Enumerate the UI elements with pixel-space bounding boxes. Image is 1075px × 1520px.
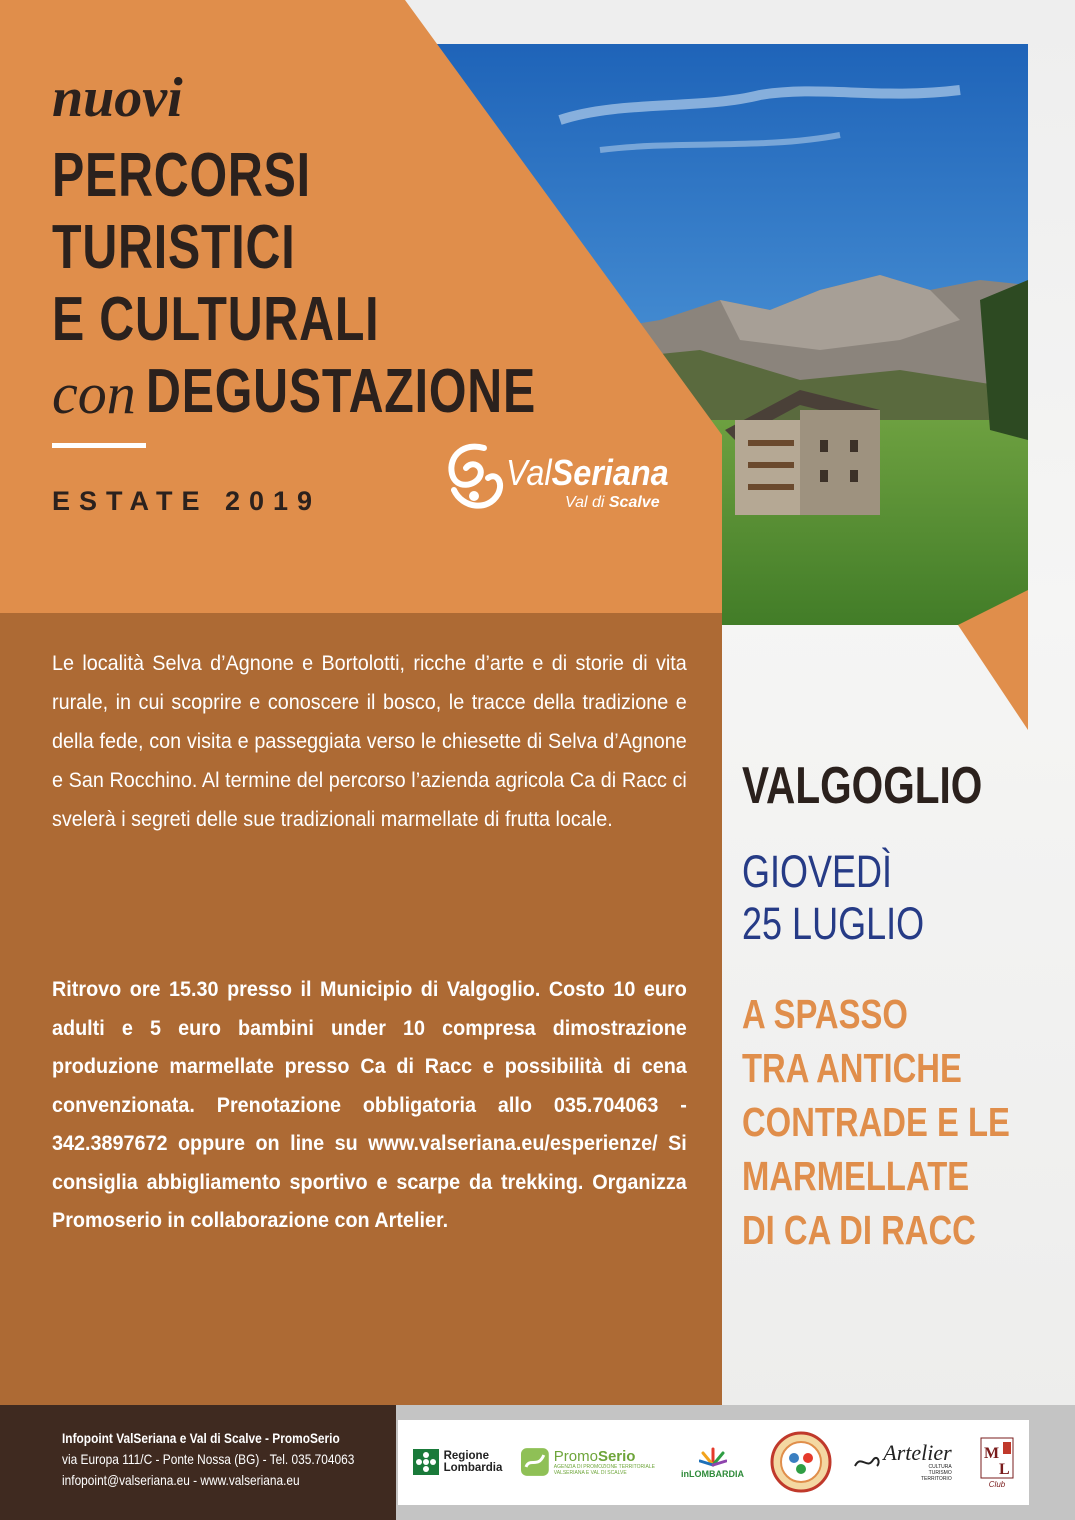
artelier-logo: Artelier CULTURA TURISMO TERRITORIO	[845, 1430, 960, 1494]
event-title: A SPASSO TRA ANTICHE CONTRADE E LE MARMELLATE DI CA DI RACC	[742, 991, 1010, 1253]
title-connector: con	[52, 361, 136, 426]
title-divider	[52, 443, 146, 448]
round-seal-icon	[770, 1431, 832, 1493]
event-date: GIOVEDÌ 25 LUGLIO	[742, 846, 925, 949]
details-paragraph: Ritrovo ore 15.30 presso il Municipio di Valgoglio. Costo 10 euro adulti e 5 euro bambini under 10 compresa dimostrazione produzione marmellate presso Ca di Racc e possibilità di cena convenzionata. Prenotazione obbligatoria allo 035.704063 - 342.3897672 oppure on line su www.valseriana.eu/esperienze/ Si consiglia abbigliamento sportivo e scarpe da trekking. Organizza Promoserio in collaborazione con Artelier.	[52, 977, 687, 1232]
inlombardia-burst-icon	[699, 1445, 727, 1467]
footer-contact	[62, 1428, 354, 1491]
title-kicker: nuovi	[52, 67, 183, 129]
title-line: PERCORSI	[52, 141, 311, 210]
brand-subtitle: Val di Scalve	[565, 494, 660, 511]
inlombardia-logo: inLOMBARDIA	[670, 1430, 755, 1494]
footer-line: via Europa 111/C - Ponte Nossa (BG) - Tel. 035.704063	[62, 1451, 355, 1467]
title-line: TURISTICI	[52, 213, 296, 282]
ml-club-logo: M L Club	[970, 1430, 1024, 1494]
footer-line: Infopoint ValSeriana e Val di Scalve - PromoSerio	[62, 1430, 340, 1446]
intro-paragraph: Le località Selva d’Agnone e Bortolotti, ricche d’arte e di storie di vita rurale, in cui scoprire e conoscere il bosco, le tracce della tradizione e della fede, con visita e passeggiata verso le chiesette di Selva d’Agnone e San Rocchino. Al termine del percorso l’azienda agricola Ca di Racc ci svelerà i segreti delle sue tradizionali marmellate di frutta locale.	[52, 651, 687, 831]
title-line: DEGUSTAZIONE	[146, 357, 536, 426]
municipal-emblem	[765, 1430, 837, 1494]
regione-lombardia-logo: Regione Lombardia	[405, 1430, 510, 1494]
title-line: E CULTURALI	[52, 285, 380, 354]
season-label: ESTATE 2019	[52, 486, 322, 516]
svg-text:M: M	[984, 1444, 1000, 1462]
promoserio-icon	[520, 1447, 550, 1477]
valseriana-swirl-icon	[444, 442, 506, 514]
artelier-swirl-icon	[853, 1452, 883, 1472]
svg-text:L: L	[999, 1460, 1010, 1478]
footer-line: infopoint@valseriana.eu - www.valseriana.eu	[62, 1472, 300, 1488]
promoserio-logo: PromoSerio AGENZIA DI PROMOZIONE TERRITORIALE VALSERIANA E VAL DI SCALVE	[520, 1430, 655, 1494]
brand-name: ValSeriana	[506, 452, 669, 493]
ml-monogram-icon	[977, 1436, 1017, 1480]
event-place: VALGOGLIO	[742, 757, 983, 815]
lombardia-rose-icon	[413, 1449, 439, 1475]
